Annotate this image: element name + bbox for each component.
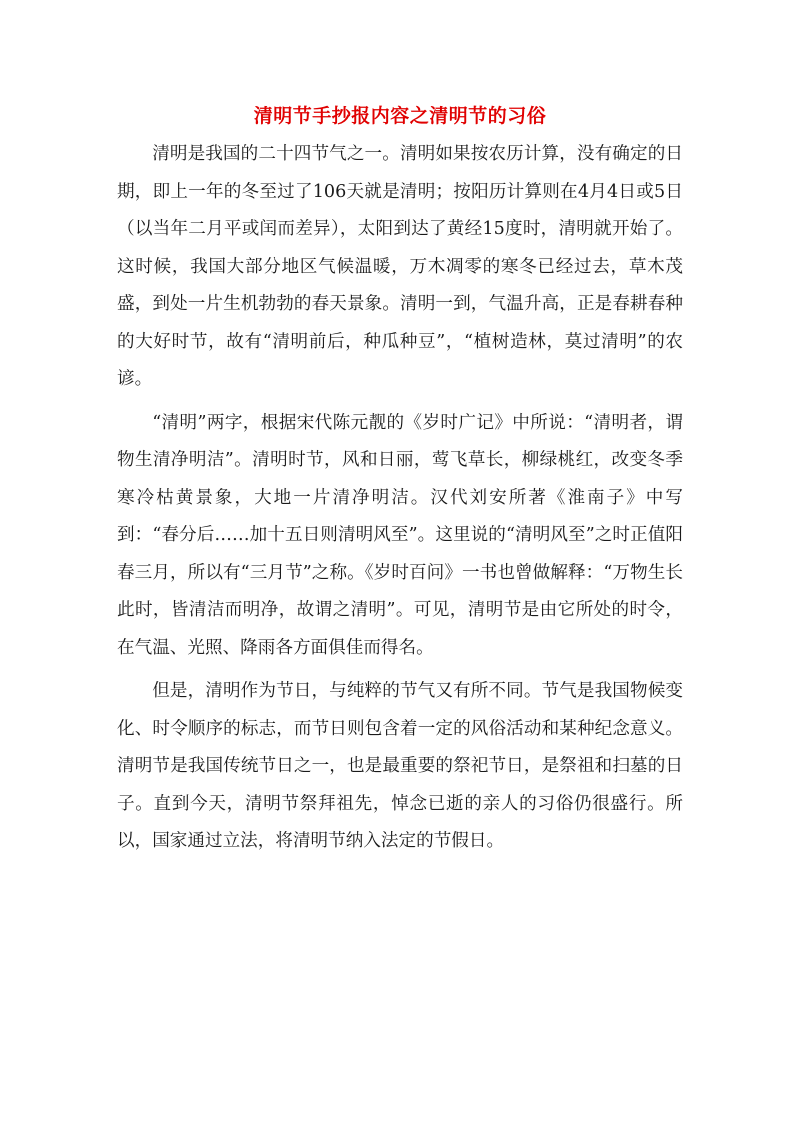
paragraph-qingming-solar-term: 清明是我国的二十四节气之一。清明如果按农历计算，没有确定的日期，即上一年的冬至过了106天就是清明；按阳历计算则在4月4日或5日（以当年二月平或闰而差异），太阳到达了黄经15度时，清明就开始了。这时候，我国大部分地区气候温暖，万木凋零的寒冬已经过去，草木茂盛，到处一片生机勃勃的春天景象。清明一到，气温升高，正是春耕春种的大好时节，故有“清明前后，种瓜种豆”，“植树造林，莫过清明”的农谚。 bbox=[117, 144, 683, 389]
document-title: 清明节手抄报内容之清明节的习俗 bbox=[253, 105, 547, 127]
document-page bbox=[117, 96, 683, 861]
paragraph-festival-meaning: 但是，清明作为节日，与纯粹的节气又有所不同。节气是我国物候变化、时令顺序的标志，而节日则包含着一定的风俗活动和某种纪念意义。清明节是我国传统节日之一，也是最重要的祭祀节日，是祭祖和扫墓的日子。直到今天，清明节祭拜祖先，悼念已逝的亲人的习俗仍很盛行。所以，国家通过立法，将清明节纳入法定的节假日。 bbox=[117, 681, 683, 851]
paragraph-name-origin: “清明”两字，根据宋代陈元靓的《岁时广记》中所说：“清明者，谓物生清净明洁”。清明时节，风和日丽，莺飞草长，柳绿桃红，改变冬季寒冷枯黄景象，大地一片清净明洁。汉代刘安所著《淮南子》中写到：“春分后……加十五日则清明风至”。这里说的“清明风至”之时正值阳春三月，所以有“三月节”之称。《岁时百问》一书也曾做解释：“万物生长此时，皆清洁而明净，故谓之清明”。可见，清明节是由它所处的时令，在气温、光照、降雨各方面俱佳而得名。 bbox=[117, 412, 683, 658]
